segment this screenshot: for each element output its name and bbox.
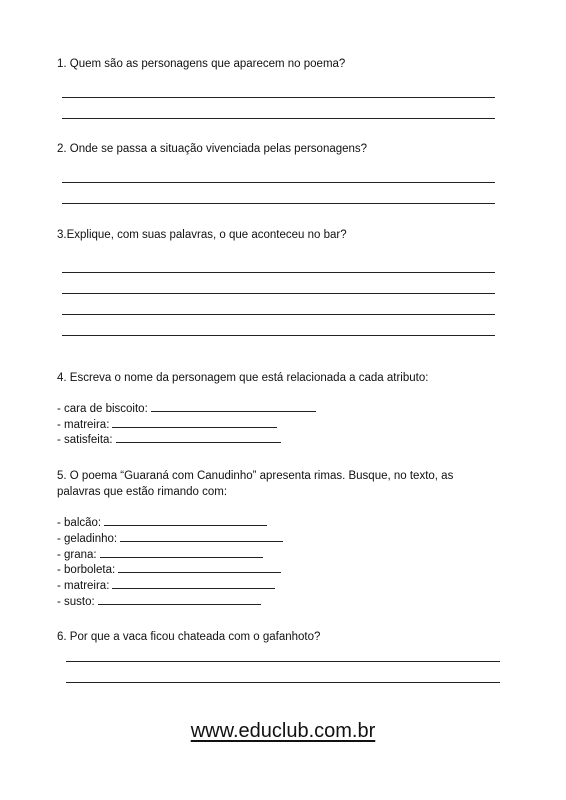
fill-blank[interactable] [116,432,281,443]
fill-blank[interactable] [118,562,281,573]
fill-item [57,432,281,448]
answer-line[interactable] [62,182,495,183]
fill-label: - matreira: [57,419,110,431]
fill-item [57,578,275,594]
fill-item [57,515,267,531]
answer-line[interactable] [62,335,495,336]
fill-blank[interactable] [112,417,277,428]
fill-label: - cara de biscoito: [57,403,148,415]
fill-label: - satisfeita: [57,434,113,446]
answer-line[interactable] [66,682,500,683]
answer-line[interactable] [62,203,495,204]
footer-website-link[interactable]: www.educlub.com.br [190,720,376,742]
question-2: 2. Onde se passa a situação vivenciada pelas personagens? [57,143,368,155]
answer-line[interactable] [62,97,495,98]
answer-line[interactable] [62,272,495,273]
question-6: 6. Por que a vaca ficou chateada com o gafanhoto? [57,631,321,643]
answer-line[interactable] [62,118,495,119]
fill-blank[interactable] [98,594,261,605]
fill-item [57,401,316,417]
fill-blank[interactable] [112,578,275,589]
fill-item [57,562,281,578]
question-5-line-2: palavras que estão rimando com: [57,486,228,498]
question-5-line-1: 5. O poema “Guaraná com Canudinho” apresenta rimas. Busque, no texto, as [57,470,454,482]
fill-blank[interactable] [151,401,316,412]
fill-label: - geladinho: [57,533,118,545]
question-1: 1. Quem são as personagens que aparecem no poema? [57,58,346,70]
fill-item [57,417,277,433]
fill-blank[interactable] [100,547,263,558]
fill-item [57,594,261,610]
fill-blank[interactable] [104,515,267,526]
answer-line[interactable] [62,293,495,294]
fill-label: - balcão: [57,517,102,529]
fill-item [57,547,263,563]
question-4: 4. Escreva o nome da personagem que está relacionada a cada atributo: [57,372,429,384]
question-3: 3.Explique, com suas palavras, o que aconteceu no bar? [57,229,347,241]
answer-line[interactable] [66,661,500,662]
fill-label: - grana: [57,549,97,561]
fill-label: - matreira: [57,580,110,592]
fill-blank[interactable] [120,531,283,542]
fill-label: - borboleta: [57,564,116,576]
answer-line[interactable] [62,314,495,315]
fill-label: - susto: [57,596,95,608]
fill-item [57,531,283,547]
